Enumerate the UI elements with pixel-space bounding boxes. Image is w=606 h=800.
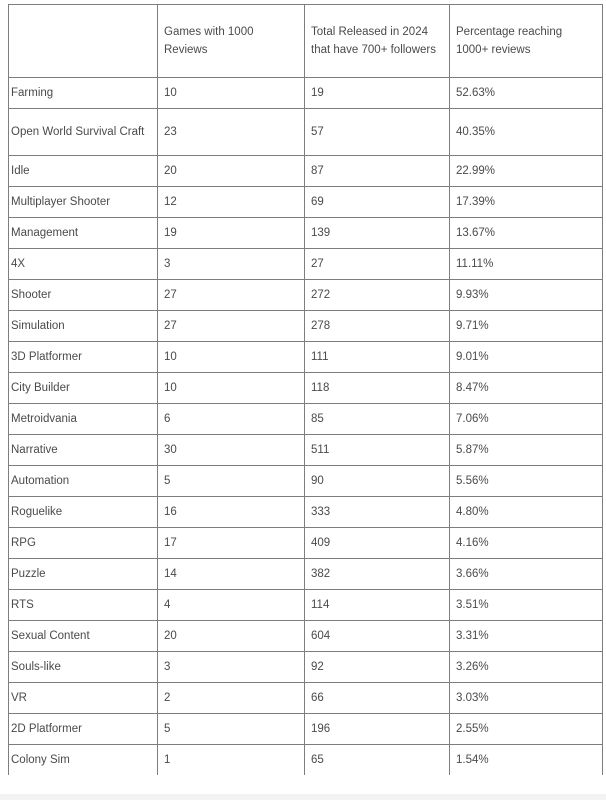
genre-cell: VR bbox=[9, 683, 158, 714]
total-released-cell: 111 bbox=[305, 342, 450, 373]
table-row bbox=[9, 714, 603, 745]
percentage-cell: 5.87% bbox=[450, 435, 603, 466]
total-released-cell: 604 bbox=[305, 621, 450, 652]
percentage-cell: 8.47% bbox=[450, 373, 603, 404]
table-row bbox=[9, 683, 603, 714]
percentage-cell: 13.67% bbox=[450, 218, 603, 249]
games-with-1000-reviews-cell: 5 bbox=[158, 466, 305, 497]
header-row bbox=[9, 5, 603, 78]
percentage-cell: 40.35% bbox=[450, 109, 603, 156]
percentage-cell: 17.39% bbox=[450, 187, 603, 218]
percentage-cell: 11.11% bbox=[450, 249, 603, 280]
table-row bbox=[9, 249, 603, 280]
games-with-1000-reviews-cell: 5 bbox=[158, 714, 305, 745]
genre-cell: 4X bbox=[9, 249, 158, 280]
total-released-cell: 57 bbox=[305, 109, 450, 156]
percentage-cell: 52.63% bbox=[450, 78, 603, 109]
games-with-1000-reviews-cell: 6 bbox=[158, 404, 305, 435]
games-with-1000-reviews-cell: 3 bbox=[158, 249, 305, 280]
total-released-cell: 382 bbox=[305, 559, 450, 590]
genre-cell: RPG bbox=[9, 528, 158, 559]
genre-cell: Roguelike bbox=[9, 497, 158, 528]
percentage-cell: 3.31% bbox=[450, 621, 603, 652]
total-released-cell: 139 bbox=[305, 218, 450, 249]
genre-cell: Farming bbox=[9, 78, 158, 109]
table-row bbox=[9, 187, 603, 218]
games-with-1000-reviews-cell: 10 bbox=[158, 78, 305, 109]
games-with-1000-reviews-cell: 27 bbox=[158, 311, 305, 342]
genre-cell: Management bbox=[9, 218, 158, 249]
total-released-cell: 19 bbox=[305, 78, 450, 109]
percentage-cell: 1.54% bbox=[450, 745, 603, 776]
percentage-cell: 3.26% bbox=[450, 652, 603, 683]
percentage-cell: 2.55% bbox=[450, 714, 603, 745]
total-released-cell: 85 bbox=[305, 404, 450, 435]
genre-cell: Sexual Content bbox=[9, 621, 158, 652]
table-row bbox=[9, 342, 603, 373]
genre-cell: 2D Platformer bbox=[9, 714, 158, 745]
table-row bbox=[9, 311, 603, 342]
genre-review-table bbox=[8, 4, 603, 775]
games-with-1000-reviews-cell: 30 bbox=[158, 435, 305, 466]
games-with-1000-reviews-cell: 10 bbox=[158, 373, 305, 404]
percentage-cell: 3.51% bbox=[450, 590, 603, 621]
table-row bbox=[9, 652, 603, 683]
genre-cell: Idle bbox=[9, 156, 158, 187]
table-row bbox=[9, 218, 603, 249]
total-released-cell: 511 bbox=[305, 435, 450, 466]
games-with-1000-reviews-cell: 17 bbox=[158, 528, 305, 559]
genre-cell: City Builder bbox=[9, 373, 158, 404]
genre-cell: Shooter bbox=[9, 280, 158, 311]
genre-cell: Metroidvania bbox=[9, 404, 158, 435]
genre-cell: Simulation bbox=[9, 311, 158, 342]
bottom-edge-shading bbox=[0, 794, 606, 800]
percentage-cell: 5.56% bbox=[450, 466, 603, 497]
genre-cell: Open World Survival Craft bbox=[9, 109, 158, 156]
percentage-cell: 7.06% bbox=[450, 404, 603, 435]
games-with-1000-reviews-cell: 19 bbox=[158, 218, 305, 249]
percentage-cell: 9.71% bbox=[450, 311, 603, 342]
genre-cell: Multiplayer Shooter bbox=[9, 187, 158, 218]
total-released-cell: 409 bbox=[305, 528, 450, 559]
percentage-cell: 22.99% bbox=[450, 156, 603, 187]
total-released-cell: 27 bbox=[305, 249, 450, 280]
table-row bbox=[9, 404, 603, 435]
table-row bbox=[9, 435, 603, 466]
games-with-1000-reviews-cell: 16 bbox=[158, 497, 305, 528]
percentage-cell: 3.03% bbox=[450, 683, 603, 714]
total-released-cell: 65 bbox=[305, 745, 450, 776]
table-row bbox=[9, 109, 603, 156]
games-with-1000-reviews-cell: 10 bbox=[158, 342, 305, 373]
percentage-cell: 4.80% bbox=[450, 497, 603, 528]
header-total-released-2024: Total Released in 2024 that have 700+ followers bbox=[305, 5, 450, 78]
genre-cell: Colony Sim bbox=[9, 745, 158, 776]
header-genre bbox=[9, 5, 158, 78]
games-with-1000-reviews-cell: 1 bbox=[158, 745, 305, 776]
total-released-cell: 333 bbox=[305, 497, 450, 528]
games-with-1000-reviews-cell: 2 bbox=[158, 683, 305, 714]
genre-cell: RTS bbox=[9, 590, 158, 621]
total-released-cell: 272 bbox=[305, 280, 450, 311]
percentage-cell: 4.16% bbox=[450, 528, 603, 559]
table-row bbox=[9, 745, 603, 776]
games-with-1000-reviews-cell: 4 bbox=[158, 590, 305, 621]
table-header bbox=[9, 5, 603, 78]
total-released-cell: 92 bbox=[305, 652, 450, 683]
games-with-1000-reviews-cell: 12 bbox=[158, 187, 305, 218]
percentage-cell: 3.66% bbox=[450, 559, 603, 590]
total-released-cell: 118 bbox=[305, 373, 450, 404]
header-percentage-reaching: Percentage reaching 1000+ reviews bbox=[450, 5, 603, 78]
table-row bbox=[9, 559, 603, 590]
table-row bbox=[9, 280, 603, 311]
genre-cell: Automation bbox=[9, 466, 158, 497]
table-row bbox=[9, 156, 603, 187]
percentage-cell: 9.01% bbox=[450, 342, 603, 373]
total-released-cell: 90 bbox=[305, 466, 450, 497]
table-row bbox=[9, 373, 603, 404]
total-released-cell: 87 bbox=[305, 156, 450, 187]
table-row bbox=[9, 621, 603, 652]
total-released-cell: 114 bbox=[305, 590, 450, 621]
games-with-1000-reviews-cell: 3 bbox=[158, 652, 305, 683]
games-with-1000-reviews-cell: 14 bbox=[158, 559, 305, 590]
games-with-1000-reviews-cell: 20 bbox=[158, 621, 305, 652]
total-released-cell: 66 bbox=[305, 683, 450, 714]
table-row bbox=[9, 78, 603, 109]
games-with-1000-reviews-cell: 23 bbox=[158, 109, 305, 156]
header-games-with-1000-reviews: Games with 1000 Reviews bbox=[158, 5, 305, 78]
total-released-cell: 196 bbox=[305, 714, 450, 745]
table-row bbox=[9, 528, 603, 559]
table-row bbox=[9, 590, 603, 621]
games-with-1000-reviews-cell: 20 bbox=[158, 156, 305, 187]
genre-cell: Narrative bbox=[9, 435, 158, 466]
total-released-cell: 69 bbox=[305, 187, 450, 218]
total-released-cell: 278 bbox=[305, 311, 450, 342]
games-with-1000-reviews-cell: 27 bbox=[158, 280, 305, 311]
table-row bbox=[9, 466, 603, 497]
genre-cell: Souls-like bbox=[9, 652, 158, 683]
table-row bbox=[9, 497, 603, 528]
genre-cell: Puzzle bbox=[9, 559, 158, 590]
table-body bbox=[9, 78, 603, 776]
percentage-cell: 9.93% bbox=[450, 280, 603, 311]
genre-cell: 3D Platformer bbox=[9, 342, 158, 373]
